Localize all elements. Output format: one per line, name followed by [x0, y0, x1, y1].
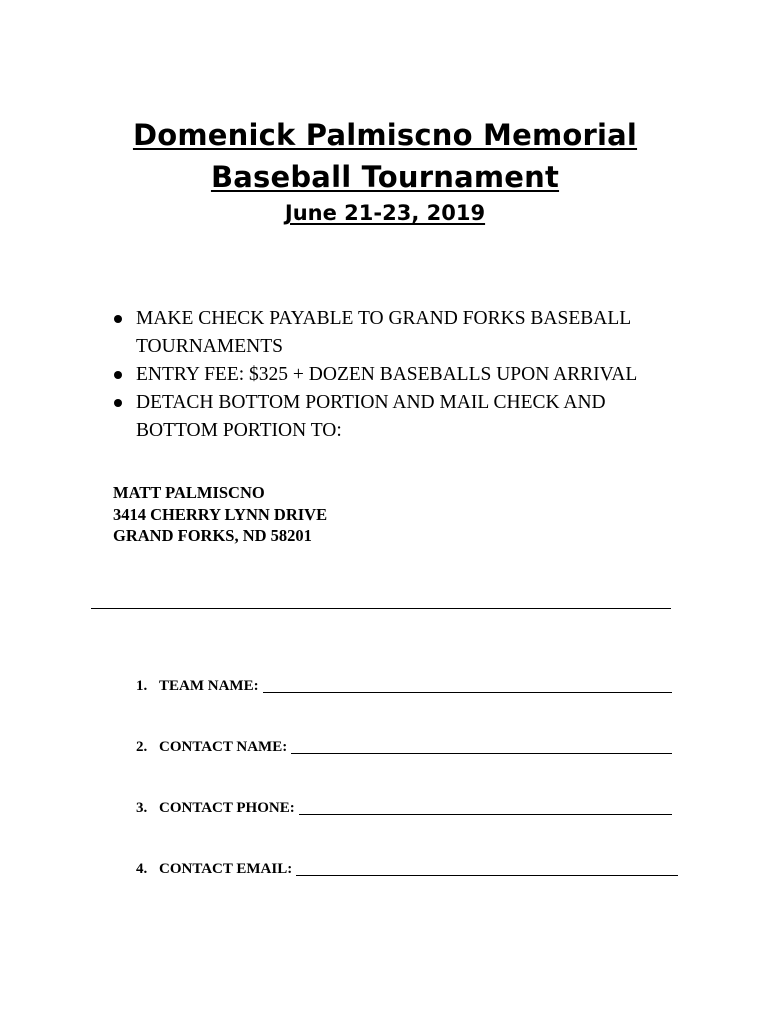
instruction-text: MAKE CHECK PAYABLE TO GRAND FORKS BASEBALL TOURNAMENTS — [136, 308, 631, 357]
field-number: 4. — [136, 861, 148, 877]
title-line-2: Baseball Tournament — [210, 160, 560, 194]
instruction-text: ENTRY FEE: $325 + DOZEN BASEBALLS UPON ARRIVAL — [136, 364, 638, 385]
field-number: 1. — [136, 678, 148, 694]
field-label: CONTACT PHONE: — [159, 800, 295, 816]
detach-line — [91, 608, 671, 609]
field-label: CONTACT EMAIL: — [159, 861, 293, 877]
instruction-item — [108, 361, 688, 389]
address-city: GRAND FORKS, ND 58201 — [113, 526, 312, 545]
instructions-list — [108, 305, 688, 445]
team-name-field — [136, 675, 672, 695]
title-line-1: Domenick Palmiscno Memorial — [132, 118, 638, 152]
team-name-blank[interactable] — [263, 692, 672, 693]
bullet-icon — [114, 399, 122, 407]
contact-name-blank[interactable] — [291, 753, 672, 754]
address-street: 3414 CHERRY LYNN DRIVE — [113, 504, 328, 524]
bullet-icon — [114, 315, 122, 323]
contact-phone-field — [136, 797, 672, 817]
address-name: MATT PALMISCNO — [113, 483, 265, 502]
instruction-item — [108, 305, 688, 361]
contact-name-field — [136, 736, 672, 756]
field-label: TEAM NAME: — [159, 678, 259, 694]
instruction-text: DETACH BOTTOM PORTION AND MAIL CHECK AND BOTTOM PORTION TO: — [136, 392, 606, 441]
mailing-address — [113, 482, 327, 547]
contact-phone-blank[interactable] — [299, 814, 672, 815]
field-number: 2. — [136, 739, 148, 755]
contact-email-blank[interactable] — [296, 875, 678, 876]
contact-email-field — [136, 858, 678, 878]
tournament-dates: June 21-23, 2019 — [284, 201, 486, 225]
bullet-icon — [114, 371, 122, 379]
field-number: 3. — [136, 800, 148, 816]
instruction-item — [108, 389, 688, 445]
field-label: CONTACT NAME: — [159, 739, 288, 755]
